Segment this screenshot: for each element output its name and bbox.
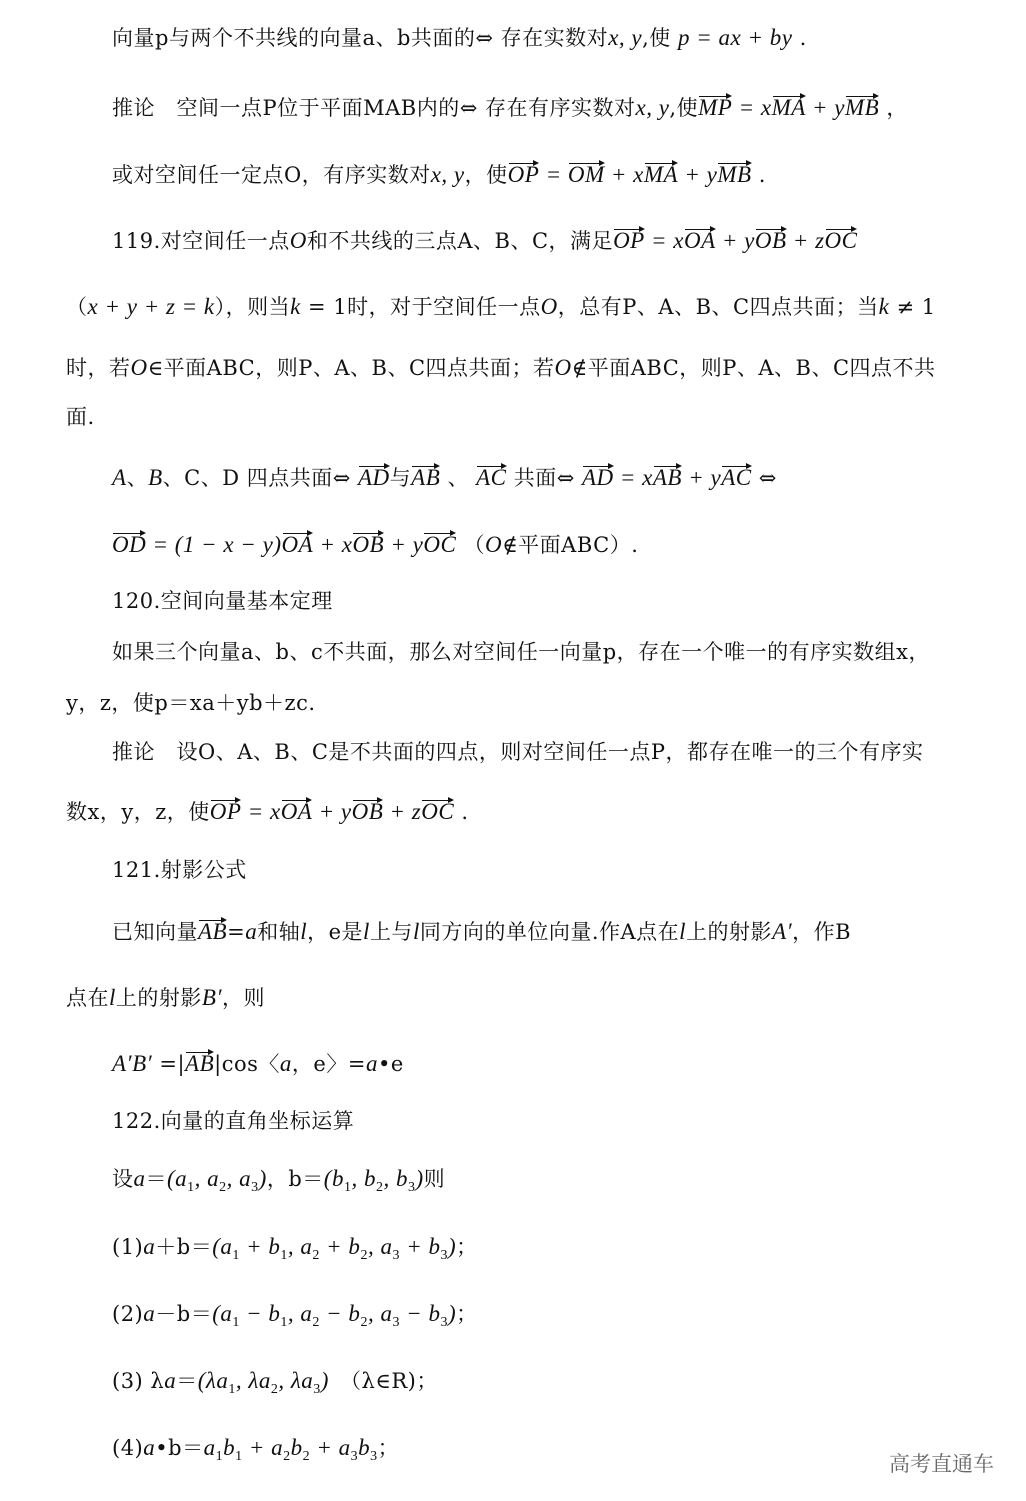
text-segment: ，总有P、A、B、C四点共面；当 [557,295,879,319]
math-text: x, y [608,25,643,50]
text-segment: (3) λ [112,1369,165,1393]
text-segment: •b＝ [155,1436,204,1460]
math-text: a [365,1051,378,1076]
text-segment: ∈平面ABC，则P、A、B、C四点共面；若 [147,356,555,380]
text-segment: 、 [126,466,149,490]
math-text: b [290,1435,303,1460]
subscript: 3 [313,1382,321,1397]
math-text: l [679,919,687,944]
vector-symbol: OB [755,226,787,256]
math-text: + x [313,532,353,557]
text-segment: 则 [423,1167,446,1191]
text-segment: ≠ 1 [889,295,936,319]
math-text: B [148,465,163,490]
text-segment: ， [879,96,908,120]
text-segment: 数x，y，z，使 [66,800,210,824]
text-segment: 上的射影 [686,920,773,944]
math-text: , b [351,1166,376,1191]
math-text: O [130,355,148,380]
vector-symbol: OB [352,530,384,560]
math-text: x, y [430,162,465,187]
text-segment: ＝ [176,1369,198,1393]
text-line [66,353,936,383]
text-segment: . [751,163,766,187]
math-text: (b [323,1166,344,1191]
math-text: (λa [197,1368,229,1393]
math-text: + a [242,1435,284,1460]
text-line [112,1366,438,1405]
text-line [112,1106,354,1136]
math-text: , a [226,1166,252,1191]
text-segment: ＝ [145,1167,167,1191]
vector-symbol: MB [717,160,751,190]
subscript: 2 [360,1248,368,1263]
math-text: + y [715,228,755,253]
text-segment: 共面⇔ [506,466,582,490]
subscript: 2 [312,1248,320,1263]
text-segment: ），则当 [214,295,291,319]
text-segment: ，b＝ [266,1167,324,1191]
text-line [112,586,333,616]
math-text: ) [415,1166,424,1191]
text-line [112,1299,478,1338]
subscript: 3 [392,1248,400,1263]
math-text: l [412,919,420,944]
text-segment: ，作B [792,920,852,944]
subscript: 2 [360,1315,368,1330]
math-text: (a [167,1166,188,1191]
vector-symbol: AD [358,463,390,493]
subscript: 2 [283,1449,291,1464]
math-text: l [109,985,116,1010]
math-text: a [143,1234,156,1259]
math-text: a [245,919,258,944]
subscript: 3 [440,1315,448,1330]
vector-symbol: OP [508,160,540,190]
text-line [112,463,777,493]
text-segment: . [792,26,807,50]
math-text: = [539,162,568,187]
math-text: , b [383,1166,408,1191]
vector-symbol: AB [411,463,440,493]
text-line [66,292,936,322]
text-segment: 119.对空间任一点 [112,229,290,253]
text-line [112,637,930,667]
math-text: O [289,228,307,253]
math-text: a [143,1435,156,1460]
math-text: = x [732,95,772,120]
subscript: 1 [232,1248,240,1263]
math-text: + a [310,1435,351,1460]
subscript: 1 [228,1382,236,1397]
text-segment: ，e是 [307,920,364,944]
math-text: a [133,1166,146,1191]
math-text: k [878,294,890,319]
math-text: = x [613,465,653,490]
math-text: O [484,532,503,557]
text-segment: 推论 设O、A、B、C是不共面的四点，则对空间任一点P，都存在唯一的三个有序实 [112,740,924,764]
math-text: = x [241,799,281,824]
vector-symbol: OA [684,226,716,256]
math-text: + x [604,162,644,187]
math-text: A [112,465,127,490]
math-text: ) [258,1166,267,1191]
math-text: + y [805,95,846,120]
math-text: O [540,294,558,319]
subscript: 1 [235,1449,243,1464]
text-segment: = 1时，对于空间任一点 [300,295,541,319]
math-text: + z [786,228,825,253]
subscript: 2 [375,1180,384,1195]
text-segment: = [227,920,246,944]
subscript: 2 [302,1449,311,1464]
text-segment: 122.向量的直角坐标运算 [112,1109,355,1133]
math-text: , a [367,1301,393,1326]
text-segment: ； [456,1235,478,1259]
text-segment: ,使 [669,96,699,120]
vector-symbol: OC [421,797,454,827]
text-segment: (4) [112,1436,144,1460]
text-segment: 、 [440,466,477,490]
subscript: 1 [280,1248,288,1263]
vector-symbol: OA [281,797,313,827]
math-text: + b [319,1234,361,1259]
text-segment: 向量p与两个不共线的向量a、b共面的⇔ 存在实数对 [112,26,609,50]
text-segment: ∉平面ABC，则P、A、B、C四点不共 [571,356,936,380]
vector-symbol: OM [568,160,605,190]
vector-symbol: AB [198,917,227,947]
text-segment: 与 [389,466,412,490]
math-text: , a [287,1234,313,1259]
subscript: 1 [232,1315,240,1330]
text-segment: |cos〈 [214,1052,280,1076]
vector-symbol: AD [582,463,614,493]
vector-symbol: OB [352,797,384,827]
math-text: k [290,294,301,319]
subscript: 3 [407,1180,416,1195]
vector-symbol: MA [772,93,806,123]
math-text: = x [644,228,684,253]
text-segment: ，使 [464,163,508,187]
vector-symbol: AC [721,463,751,493]
subscript: 2 [219,1180,227,1195]
text-segment: ，e〉= [291,1052,366,1076]
text-line [112,855,247,885]
text-segment: . [454,800,469,824]
math-text: + y [312,799,352,824]
math-text: a [203,1435,216,1460]
subscript: 3 [392,1315,400,1330]
subscript: 2 [270,1382,279,1397]
vector-symbol: AB [185,1049,214,1079]
subscript: 1 [187,1180,195,1195]
vector-symbol: MA [644,160,678,190]
text-segment: 同方向的单位向量.作A点在 [419,920,680,944]
text-segment: （ [66,295,88,319]
math-text: O [554,355,572,380]
math-text: + y [681,465,722,490]
text-line [112,93,908,123]
math-text: a [143,1301,156,1326]
text-segment: －b＝ [155,1302,213,1326]
text-line [66,402,95,432]
math-text: l [363,919,370,944]
math-text: + y [678,162,718,187]
text-segment: •e [377,1052,404,1076]
text-segment: 或对空间任一定点O，有序实数对 [112,163,431,187]
text-line [66,983,265,1013]
math-text: , a [194,1166,220,1191]
math-text: + b [399,1234,441,1259]
text-line [66,797,469,827]
subscript: 3 [370,1449,378,1464]
text-segment: 上的射影 [115,986,202,1010]
math-text: + y [384,532,424,557]
text-line [112,23,807,53]
vector-symbol: OC [825,226,858,256]
text-segment: 已知向量 [112,920,198,944]
text-line [112,737,924,767]
math-text: , a [287,1301,313,1326]
text-line [112,1433,399,1472]
math-text: a [279,1051,292,1076]
text-segment: =| [152,1052,186,1076]
text-segment: 推论 空间一点P位于平面MAB内的⇔ 存在有序实数对 [112,96,636,120]
subscript: 3 [350,1449,359,1464]
math-text: b [358,1435,371,1460]
text-line [112,530,638,560]
math-text: p = ax + by [677,25,793,50]
text-line [112,1164,445,1203]
math-text: + b [239,1234,281,1259]
text-segment: 上与 [369,920,413,944]
text-segment: ∉平面ABC）. [502,533,639,557]
vector-symbol: OA [282,530,314,560]
math-text: , λa [235,1368,271,1393]
text-line [112,160,766,190]
vector-symbol: AB [653,463,682,493]
vector-symbol: AC [476,463,506,493]
text-line [112,1049,404,1079]
text-segment: 、C、D 四点共面⇔ [162,466,358,490]
math-text: b [223,1435,236,1460]
math-text: − b [239,1301,281,1326]
vector-symbol: MP [698,93,732,123]
math-text: x + y + z = k [87,294,215,319]
text-segment: (2) [112,1302,144,1326]
text-segment: ； [377,1436,400,1460]
math-text: x, y [635,95,670,120]
text-segment: 如果三个向量a、b、c不共面，那么对空间任一向量p，存在一个唯一的有序实数组x， [112,640,931,664]
math-text: ) [447,1301,457,1326]
text-line [112,917,851,947]
subscript: 1 [215,1449,224,1464]
text-segment: (1) [112,1235,144,1259]
math-text: A′ [772,919,793,944]
subscript: 2 [312,1315,320,1330]
text-segment: 设 [112,1167,134,1191]
text-segment: ⇔ [751,466,777,490]
vector-symbol: OP [613,226,645,256]
math-text: ) [320,1368,329,1393]
vector-symbol: OD [112,530,146,560]
math-text: , a [367,1234,393,1259]
text-segment: y，z，使p＝xa＋yb＋zc. [66,691,316,715]
subscript: 1 [280,1315,288,1330]
subscript: 1 [343,1180,352,1195]
text-line [66,688,316,718]
math-text: , λa [278,1368,314,1393]
math-text: a [164,1368,177,1393]
text-segment: 时，若 [66,356,131,380]
text-line [112,226,857,256]
subscript: 3 [440,1248,448,1263]
text-segment: ，则 [221,986,265,1010]
math-text: (a [212,1234,233,1259]
math-text: (a [212,1301,233,1326]
math-text: − b [319,1301,361,1326]
vector-symbol: OC [423,530,456,560]
math-text: ) [447,1234,457,1259]
text-segment: 121.射影公式 [112,858,247,882]
text-segment: （ [456,533,485,557]
vector-symbol: OP [210,797,242,827]
text-segment: 120.空间向量基本定理 [112,589,333,613]
text-segment: 和不共线的三点A、B、C，满足 [306,229,614,253]
vector-symbol: MB [845,93,879,123]
text-segment: （λ∈R)； [328,1369,438,1393]
text-segment: ； [456,1302,478,1326]
math-text: l [300,919,308,944]
math-text: B′ [201,985,222,1010]
math-text: − b [399,1301,441,1326]
math-text: + z [383,799,422,824]
math-text: = (1 − x − y) [146,532,282,557]
math-text: A′B′ [112,1051,153,1076]
text-segment: ＋b＝ [155,1235,213,1259]
text-segment: 点在 [66,986,109,1010]
watermark: 高考直通车 [889,1452,994,1476]
text-segment: 和轴 [257,920,301,944]
text-segment: 面. [66,405,95,429]
text-line [112,1232,478,1271]
subscript: 3 [251,1180,259,1195]
text-segment: ,使 [642,26,678,50]
